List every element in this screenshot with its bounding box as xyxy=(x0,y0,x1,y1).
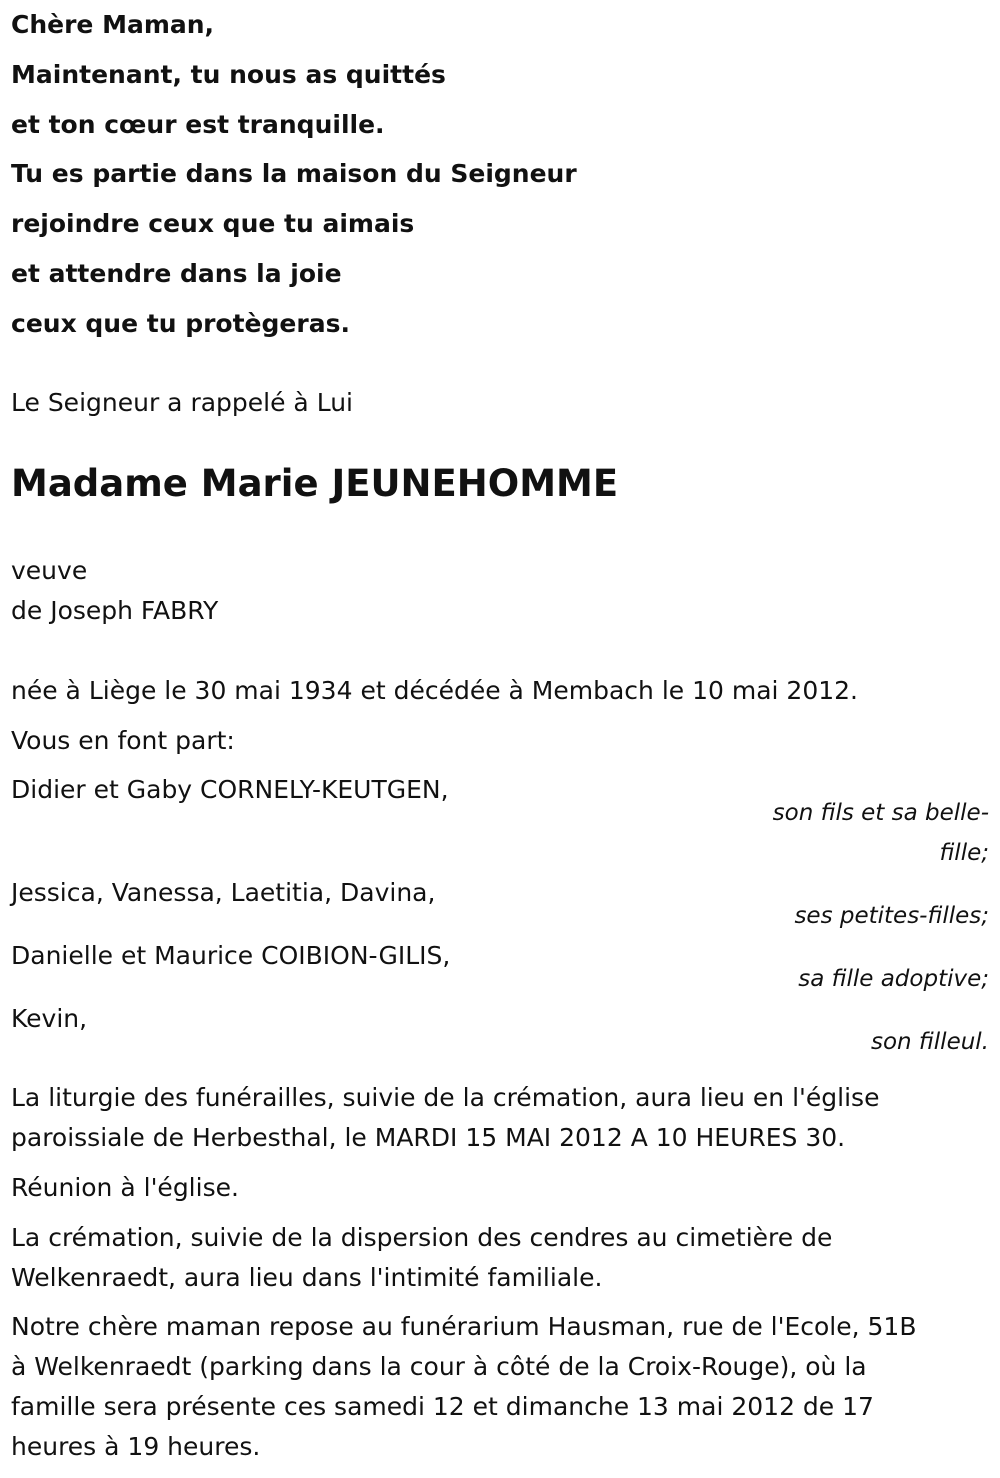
spouse-name: de Joseph FABRY xyxy=(11,596,219,625)
poem-line: Maintenant, tu nous as quittés xyxy=(11,60,446,89)
intro-text: Le Seigneur a rappelé à Lui xyxy=(11,388,353,417)
birth-death-line: née à Liège le 30 mai 1934 et décédée à Membach le 10 mai 2012. xyxy=(11,676,858,705)
poem-line: et attendre dans la joie xyxy=(11,259,342,288)
poem-line: ceux que tu protègeras. xyxy=(11,309,350,338)
rest-line: heures à 19 heures. xyxy=(11,1432,261,1461)
poem-line: Chère Maman, xyxy=(11,10,215,39)
poem-line: Tu es partie dans la maison du Seigneur xyxy=(11,159,577,188)
poem-line: et ton cœur est tranquille. xyxy=(11,110,385,139)
liturgy-line: paroissiale de Herbesthal, le MARDI 15 MAI 2012 A 10 HEURES 30. xyxy=(11,1123,846,1152)
family-relation: son filleul. xyxy=(870,1029,989,1055)
family-names: Jessica, Vanessa, Laetitia, Davina, xyxy=(11,878,436,907)
family-relation: sa fille adoptive; xyxy=(798,966,989,992)
cremation-line: Welkenraedt, aura lieu dans l'intimité familiale. xyxy=(11,1263,603,1292)
poem-line: rejoindre ceux que tu aimais xyxy=(11,209,415,238)
deceased-name: Madame Marie JEUNEHOMME xyxy=(11,462,619,505)
family-names: Didier et Gaby CORNELY-KEUTGEN, xyxy=(11,775,449,804)
meeting-line: Réunion à l'église. xyxy=(11,1173,239,1202)
liturgy-line: La liturgie des funérailles, suivie de la crémation, aura lieu en l'église xyxy=(11,1083,880,1112)
family-relation: ses petites-filles; xyxy=(794,903,989,929)
family-relation: son fils et sa belle- xyxy=(772,800,989,826)
family-names: Danielle et Maurice COIBION-GILIS, xyxy=(11,941,451,970)
family-names: Kevin, xyxy=(11,1004,88,1033)
cremation-line: La crémation, suivie de la dispersion des cendres au cimetière de xyxy=(11,1223,833,1252)
rest-line: famille sera présente ces samedi 12 et dimanche 13 mai 2012 de 17 xyxy=(11,1392,874,1421)
rest-line: à Welkenraedt (parking dans la cour à côté de la Croix-Rouge), où la xyxy=(11,1352,867,1381)
family-relation: fille; xyxy=(939,840,989,866)
rest-line: Notre chère maman repose au funérarium Hausman, rue de l'Ecole, 51B xyxy=(11,1312,917,1341)
widow-label: veuve xyxy=(11,556,88,585)
announce-line: Vous en font part: xyxy=(11,726,235,755)
